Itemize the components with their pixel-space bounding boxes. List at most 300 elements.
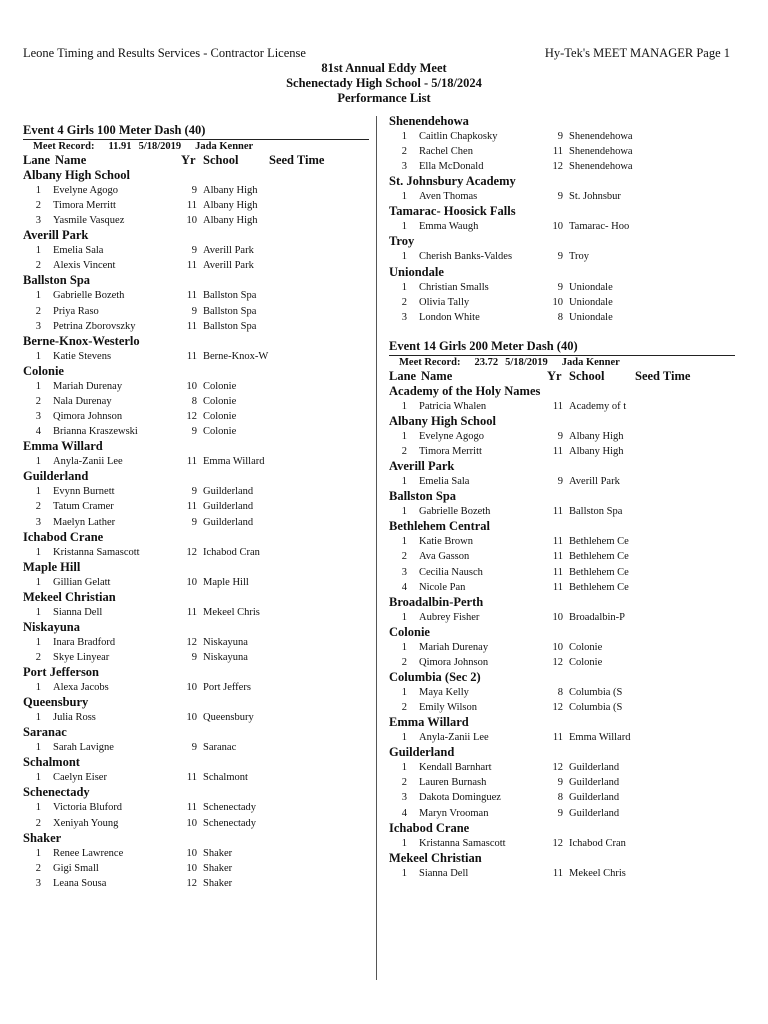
meet-record xyxy=(389,355,735,369)
athlete-school: Averill Park xyxy=(203,245,254,257)
team-name: Averill Park xyxy=(23,228,89,243)
athlete-year: 9 xyxy=(191,516,197,528)
team-name: Ballston Spa xyxy=(389,489,457,504)
athlete-row xyxy=(389,790,735,805)
athlete-name: Kendall Barnhart xyxy=(419,762,492,774)
athlete-name: Anyla-Zanii Lee xyxy=(419,732,489,744)
athlete-school: Shaker xyxy=(203,862,233,874)
record-label: Meet Record: xyxy=(33,141,95,152)
header-seed: Seed Time xyxy=(635,368,691,383)
athlete-year: 9 xyxy=(557,807,563,819)
athlete-year: 12 xyxy=(552,837,563,849)
athlete-school: Mekeel Chris xyxy=(203,606,260,618)
lane-number: 4 xyxy=(35,426,41,438)
athlete-year: 9 xyxy=(191,651,197,663)
athlete-name: Emily Wilson xyxy=(419,702,478,714)
athlete-school: Bethlehem Ce xyxy=(569,536,629,548)
column-headers xyxy=(389,369,735,384)
athlete-row xyxy=(389,655,735,670)
record-date: 5/18/2019 xyxy=(505,356,548,368)
athlete-year: 12 xyxy=(186,546,197,558)
team-name: Albany High School xyxy=(389,413,496,428)
athlete-year: 9 xyxy=(191,742,197,754)
athlete-row xyxy=(23,846,369,861)
athlete-school: Maple Hill xyxy=(203,576,249,588)
lane-number: 1 xyxy=(35,606,41,618)
athlete-school: Berne-Knox-W xyxy=(203,350,269,362)
athlete-row xyxy=(389,685,735,700)
athlete-school: Guilderland xyxy=(203,501,254,513)
athlete-name: Cecilia Nausch xyxy=(419,566,483,578)
record-mark: 23.72 xyxy=(474,356,499,368)
athlete-year: 11 xyxy=(552,551,563,563)
athlete-year: 11 xyxy=(186,501,197,513)
athlete-school: Albany High xyxy=(203,200,258,212)
athlete-row xyxy=(389,806,735,821)
athlete-school: Guilderland xyxy=(203,516,254,528)
athlete-row xyxy=(23,876,369,891)
lane-number: 2 xyxy=(35,501,41,513)
athlete-row xyxy=(389,429,735,444)
athlete-school: Colonie xyxy=(203,380,237,392)
athlete-name: Rachel Chen xyxy=(419,146,473,158)
lane-number: 1 xyxy=(401,611,407,623)
athlete-name: Tatum Cramer xyxy=(53,501,114,513)
right-column xyxy=(389,114,735,881)
athlete-school: Guilderland xyxy=(569,807,620,819)
lane-number: 2 xyxy=(35,200,41,212)
lane-number: 1 xyxy=(35,682,41,694)
athlete-year: 8 xyxy=(557,686,563,698)
athlete-name: Julia Ross xyxy=(53,712,96,724)
athlete-row xyxy=(23,650,369,665)
lane-number: 1 xyxy=(401,221,407,233)
athlete-row xyxy=(23,740,369,755)
athlete-school: Colonie xyxy=(203,395,237,407)
lane-number: 1 xyxy=(401,191,407,203)
lane-number: 3 xyxy=(401,566,407,578)
meet-record xyxy=(23,139,369,153)
athlete-name: Caitlin Chapkosky xyxy=(419,131,498,142)
athlete-row xyxy=(23,349,369,364)
header-name: Name xyxy=(421,368,453,383)
page-header: Hy-Tek's MEET MANAGER Page 1 xyxy=(544,46,730,60)
lane-number: 1 xyxy=(401,281,407,293)
athlete-row xyxy=(389,159,735,174)
lane-number: 1 xyxy=(35,712,41,724)
athlete-year: 9 xyxy=(557,777,563,789)
athlete-name: Brianna Kraszewski xyxy=(53,426,138,438)
athlete-name: Timora Merritt xyxy=(53,200,116,212)
athlete-school: Uniondale xyxy=(569,311,613,323)
athlete-year: 11 xyxy=(552,867,563,879)
lane-number: 1 xyxy=(401,251,407,263)
athlete-name: Petrina Zborovszky xyxy=(53,320,136,332)
athlete-row xyxy=(23,394,369,409)
athlete-name: Kristanna Samascott xyxy=(53,546,140,558)
athlete-name: Emelia Sala xyxy=(53,245,104,257)
lane-number: 2 xyxy=(401,446,407,458)
athlete-name: Kristanna Samascott xyxy=(419,837,506,849)
athlete-row xyxy=(23,635,369,650)
meet-name: 81st Annual Eddy Meet xyxy=(321,61,447,75)
team-name: Port Jefferson xyxy=(23,665,100,680)
athlete-row xyxy=(23,258,369,273)
athlete-year: 10 xyxy=(186,847,197,859)
meet-header xyxy=(0,61,768,106)
athlete-name: Gigi Small xyxy=(53,862,99,874)
team-name: Broadalbin-Perth xyxy=(389,594,484,609)
athlete-school: Guilderland xyxy=(569,777,620,789)
lane-number: 3 xyxy=(35,215,41,227)
header-yr: Yr xyxy=(547,368,562,383)
athlete-name: Skye Linyear xyxy=(53,651,110,663)
lane-number: 1 xyxy=(401,476,407,488)
lane-number: 3 xyxy=(35,516,41,528)
lane-number: 3 xyxy=(401,792,407,804)
header-name: Name xyxy=(55,153,87,167)
athlete-school: Uniondale xyxy=(569,296,613,308)
athlete-school: Academy of t xyxy=(569,400,627,412)
team-name: Troy xyxy=(389,234,415,249)
header-lane: Lane xyxy=(23,153,51,167)
athlete-school: Ichabod Cran xyxy=(203,546,260,558)
team-name: Saranac xyxy=(23,725,67,740)
header-yr: Yr xyxy=(181,153,196,167)
athlete-school: Mekeel Chris xyxy=(569,867,626,879)
athlete-year: 11 xyxy=(552,146,563,158)
athlete-year: 10 xyxy=(186,862,197,874)
team-name: Columbia (Sec 2) xyxy=(389,669,481,684)
team-name: Mekeel Christian xyxy=(23,589,116,604)
athlete-name: Victoria Bluford xyxy=(53,802,123,814)
athlete-year: 9 xyxy=(191,305,197,317)
lane-number: 1 xyxy=(35,245,41,257)
athlete-name: Qimora Johnson xyxy=(419,656,489,668)
athlete-school: Albany High xyxy=(569,446,624,458)
athlete-name: Ava Gasson xyxy=(419,551,470,563)
lane-number: 1 xyxy=(35,380,41,392)
athlete-school: Bethlehem Ce xyxy=(569,566,629,578)
athlete-year: 11 xyxy=(552,566,563,578)
lane-number: 1 xyxy=(401,837,407,849)
athlete-year: 9 xyxy=(191,426,197,438)
athlete-name: Maelyn Lather xyxy=(53,516,116,528)
team-name: Shaker xyxy=(23,830,62,845)
event-spacer xyxy=(389,325,735,339)
athlete-name: Aubrey Fisher xyxy=(419,611,480,623)
athlete-row xyxy=(389,280,735,295)
lane-number: 3 xyxy=(35,877,41,889)
athlete-school: Colonie xyxy=(569,656,603,668)
lane-number: 2 xyxy=(35,305,41,317)
event-title: Event 4 Girls 100 Meter Dash (40) xyxy=(23,123,206,137)
record-date: 5/18/2019 xyxy=(138,141,182,152)
lane-number: 1 xyxy=(401,131,407,142)
athlete-school: St. Johnsbur xyxy=(569,191,621,203)
athlete-year: 10 xyxy=(552,641,563,653)
athlete-school: Ballston Spa xyxy=(203,305,257,317)
athlete-school: Emma Willard xyxy=(569,732,631,744)
header-seed: Seed Time xyxy=(269,153,325,167)
athlete-name: Anyla-Zanii Lee xyxy=(53,456,123,468)
athlete-year: 10 xyxy=(552,296,563,308)
lane-number: 1 xyxy=(401,732,407,744)
athlete-school: Albany High xyxy=(569,430,624,442)
athlete-name: Sianna Dell xyxy=(53,606,103,618)
athlete-school: Tamarac- Hoo xyxy=(569,221,630,233)
athlete-year: 9 xyxy=(557,131,563,142)
athlete-name: Alexa Jacobs xyxy=(53,682,109,694)
athlete-school: Schenectady xyxy=(203,802,257,814)
column-divider xyxy=(376,116,377,980)
athlete-row xyxy=(389,399,735,414)
athlete-school: Averill Park xyxy=(203,260,254,272)
lane-number: 1 xyxy=(35,742,41,754)
athlete-year: 11 xyxy=(186,772,197,784)
athlete-name: Emma Waugh xyxy=(419,221,479,233)
athlete-year: 12 xyxy=(186,411,197,423)
athlete-row xyxy=(389,219,735,234)
lane-number: 3 xyxy=(35,411,41,423)
athlete-name: Cherish Banks-Valdes xyxy=(419,251,513,263)
athlete-row xyxy=(389,836,735,851)
athlete-row xyxy=(389,444,735,459)
athlete-year: 10 xyxy=(552,221,563,233)
athlete-school: Columbia (S xyxy=(569,686,623,698)
athlete-school: Shenendehowa xyxy=(569,146,633,158)
athlete-row xyxy=(23,198,369,213)
team-name: Queensbury xyxy=(23,695,89,710)
athlete-name: London White xyxy=(419,311,480,323)
header-lane: Lane xyxy=(389,368,417,383)
athlete-name: Inara Bradford xyxy=(53,636,116,648)
team-name: Niskayuna xyxy=(23,619,80,634)
athlete-school: Shaker xyxy=(203,877,233,889)
athlete-school: Guilderland xyxy=(569,762,620,774)
athlete-name: Gillian Gelatt xyxy=(53,576,111,588)
athlete-year: 11 xyxy=(186,456,197,468)
athlete-row xyxy=(23,243,369,258)
athlete-school: Ichabod Cran xyxy=(569,837,626,849)
left-column xyxy=(23,123,369,891)
lane-number: 2 xyxy=(401,702,407,714)
athlete-name: Mariah Durenay xyxy=(419,641,489,653)
athlete-year: 10 xyxy=(186,682,197,694)
athlete-year: 8 xyxy=(191,395,197,407)
athlete-row xyxy=(23,183,369,198)
athlete-name: Katie Stevens xyxy=(53,350,112,362)
lane-number: 2 xyxy=(401,146,407,158)
athlete-row xyxy=(23,409,369,424)
athlete-year: 11 xyxy=(552,536,563,548)
lane-number: 3 xyxy=(401,161,407,173)
athlete-year: 12 xyxy=(552,762,563,774)
athlete-row xyxy=(23,861,369,876)
athlete-year: 9 xyxy=(191,245,197,257)
team-name: Schenectady xyxy=(23,785,90,800)
athlete-row xyxy=(389,565,735,580)
record-mark: 11.91 xyxy=(108,141,132,152)
athlete-school: Albany High xyxy=(203,185,258,196)
team-name: Emma Willard xyxy=(23,439,103,454)
lane-number: 1 xyxy=(35,636,41,648)
athlete-row xyxy=(389,549,735,564)
athlete-row xyxy=(23,454,369,469)
athlete-school: Bethlehem Ce xyxy=(569,581,629,593)
lane-number: 1 xyxy=(35,290,41,302)
license-header: Leone Timing and Results Services - Contractor License xyxy=(23,46,306,60)
athlete-year: 10 xyxy=(186,576,197,588)
athlete-school: Ballston Spa xyxy=(203,290,257,302)
athlete-row xyxy=(389,610,735,625)
lane-number: 1 xyxy=(35,486,41,498)
athlete-row xyxy=(389,310,735,325)
athlete-name: Sarah Lavigne xyxy=(53,742,114,754)
team-name: Ballston Spa xyxy=(23,273,91,288)
header-school: School xyxy=(203,153,239,167)
athlete-school: Albany High xyxy=(203,215,258,227)
team-name: Shenendehowa xyxy=(389,114,469,128)
athlete-row xyxy=(389,189,735,204)
athlete-year: 8 xyxy=(557,311,563,323)
athlete-name: Renee Lawrence xyxy=(53,847,124,859)
athlete-school: Uniondale xyxy=(569,281,613,293)
athlete-school: Guilderland xyxy=(203,486,254,498)
lane-number: 4 xyxy=(401,807,407,819)
athlete-year: 9 xyxy=(191,185,197,196)
athlete-year: 9 xyxy=(191,486,197,498)
athlete-school: Colonie xyxy=(203,426,237,438)
athlete-row xyxy=(23,515,369,530)
athlete-name: Priya Raso xyxy=(53,305,99,317)
lane-number: 1 xyxy=(401,506,407,518)
team-name: Albany High School xyxy=(23,168,130,182)
athlete-year: 9 xyxy=(557,430,563,442)
athlete-row xyxy=(23,605,369,620)
athlete-school: Niskayuna xyxy=(203,636,248,648)
athlete-year: 11 xyxy=(186,320,197,332)
athlete-name: Evelyne Agogo xyxy=(419,430,485,442)
team-name: Berne-Knox-Westerlo xyxy=(23,333,140,348)
lane-number: 1 xyxy=(35,576,41,588)
athlete-name: Nala Durenay xyxy=(53,395,112,407)
athlete-row xyxy=(389,580,735,595)
lane-number: 1 xyxy=(401,641,407,653)
athlete-school: Shaker xyxy=(203,847,233,859)
athlete-row xyxy=(23,304,369,319)
athlete-name: Maya Kelly xyxy=(419,686,469,698)
lane-number: 2 xyxy=(35,817,41,829)
lane-number: 3 xyxy=(401,311,407,323)
document-type: Performance List xyxy=(337,91,431,105)
athlete-year: 11 xyxy=(186,290,197,302)
lane-number: 1 xyxy=(35,772,41,784)
athlete-name: Evynn Burnett xyxy=(53,486,115,498)
athlete-row xyxy=(23,499,369,514)
athlete-row xyxy=(389,144,735,159)
athlete-year: 11 xyxy=(552,581,563,593)
athlete-year: 12 xyxy=(186,877,197,889)
athlete-year: 12 xyxy=(186,636,197,648)
athlete-row xyxy=(389,775,735,790)
team-name: St. Johnsbury Academy xyxy=(389,174,516,189)
lane-number: 3 xyxy=(35,320,41,332)
athlete-row xyxy=(389,730,735,745)
record-holder: Jada Kenner xyxy=(195,141,254,152)
athlete-school: Bethlehem Ce xyxy=(569,551,629,563)
lane-number: 1 xyxy=(35,185,41,196)
athlete-year: 12 xyxy=(552,702,563,714)
lane-number: 1 xyxy=(35,847,41,859)
athlete-row xyxy=(23,710,369,725)
lane-number: 1 xyxy=(401,867,407,879)
team-name: Academy of the Holy Names xyxy=(389,383,541,398)
column-headers xyxy=(23,153,369,168)
team-name: Colonie xyxy=(23,363,64,378)
event-title: Event 14 Girls 200 Meter Dash (40) xyxy=(389,338,578,353)
athlete-row xyxy=(389,474,735,489)
header-school: School xyxy=(569,368,605,383)
athlete-row xyxy=(23,379,369,394)
athlete-name: Aven Thomas xyxy=(419,191,478,203)
athlete-row xyxy=(389,295,735,310)
athlete-row xyxy=(389,640,735,655)
athlete-row xyxy=(23,319,369,334)
athlete-school: Shenendehowa xyxy=(569,131,633,142)
lane-number: 1 xyxy=(401,536,407,548)
athlete-year: 9 xyxy=(557,251,563,263)
athlete-school: Shenendehowa xyxy=(569,161,633,173)
athlete-school: Averill Park xyxy=(569,476,620,488)
athlete-row xyxy=(389,129,735,144)
athlete-row xyxy=(23,770,369,785)
athlete-row xyxy=(389,249,735,264)
athlete-year: 11 xyxy=(552,732,563,744)
athlete-name: Gabrielle Bozeth xyxy=(53,290,125,302)
athlete-name: Lauren Burnash xyxy=(419,777,487,789)
team-name: Averill Park xyxy=(389,459,455,474)
athlete-school: Colonie xyxy=(203,411,237,423)
team-name: Ichabod Crane xyxy=(23,529,104,544)
lane-number: 1 xyxy=(401,762,407,774)
athlete-year: 9 xyxy=(557,281,563,293)
athlete-name: Evelyne Agogo xyxy=(53,185,119,196)
team-name: Mekeel Christian xyxy=(389,850,482,865)
athlete-name: Qimora Johnson xyxy=(53,411,123,423)
athlete-row xyxy=(23,288,369,303)
athlete-school: Emma Willard xyxy=(203,456,265,468)
athlete-year: 11 xyxy=(186,606,197,618)
athlete-year: 11 xyxy=(186,802,197,814)
athlete-row xyxy=(389,866,735,881)
athlete-row xyxy=(389,534,735,549)
lane-number: 2 xyxy=(401,296,407,308)
athlete-row xyxy=(23,213,369,228)
lane-number: 1 xyxy=(401,686,407,698)
athlete-year: 12 xyxy=(552,161,563,173)
athlete-name: Emelia Sala xyxy=(419,476,470,488)
lane-number: 2 xyxy=(35,651,41,663)
athlete-year: 11 xyxy=(186,350,197,362)
athlete-name: Maryn Vrooman xyxy=(419,807,489,819)
athlete-school: Colonie xyxy=(569,641,603,653)
athlete-name: Patricia Whalen xyxy=(419,400,487,412)
athlete-row xyxy=(23,575,369,590)
team-name: Emma Willard xyxy=(389,715,469,730)
lane-number: 1 xyxy=(401,400,407,412)
athlete-name: Sianna Dell xyxy=(419,867,469,879)
